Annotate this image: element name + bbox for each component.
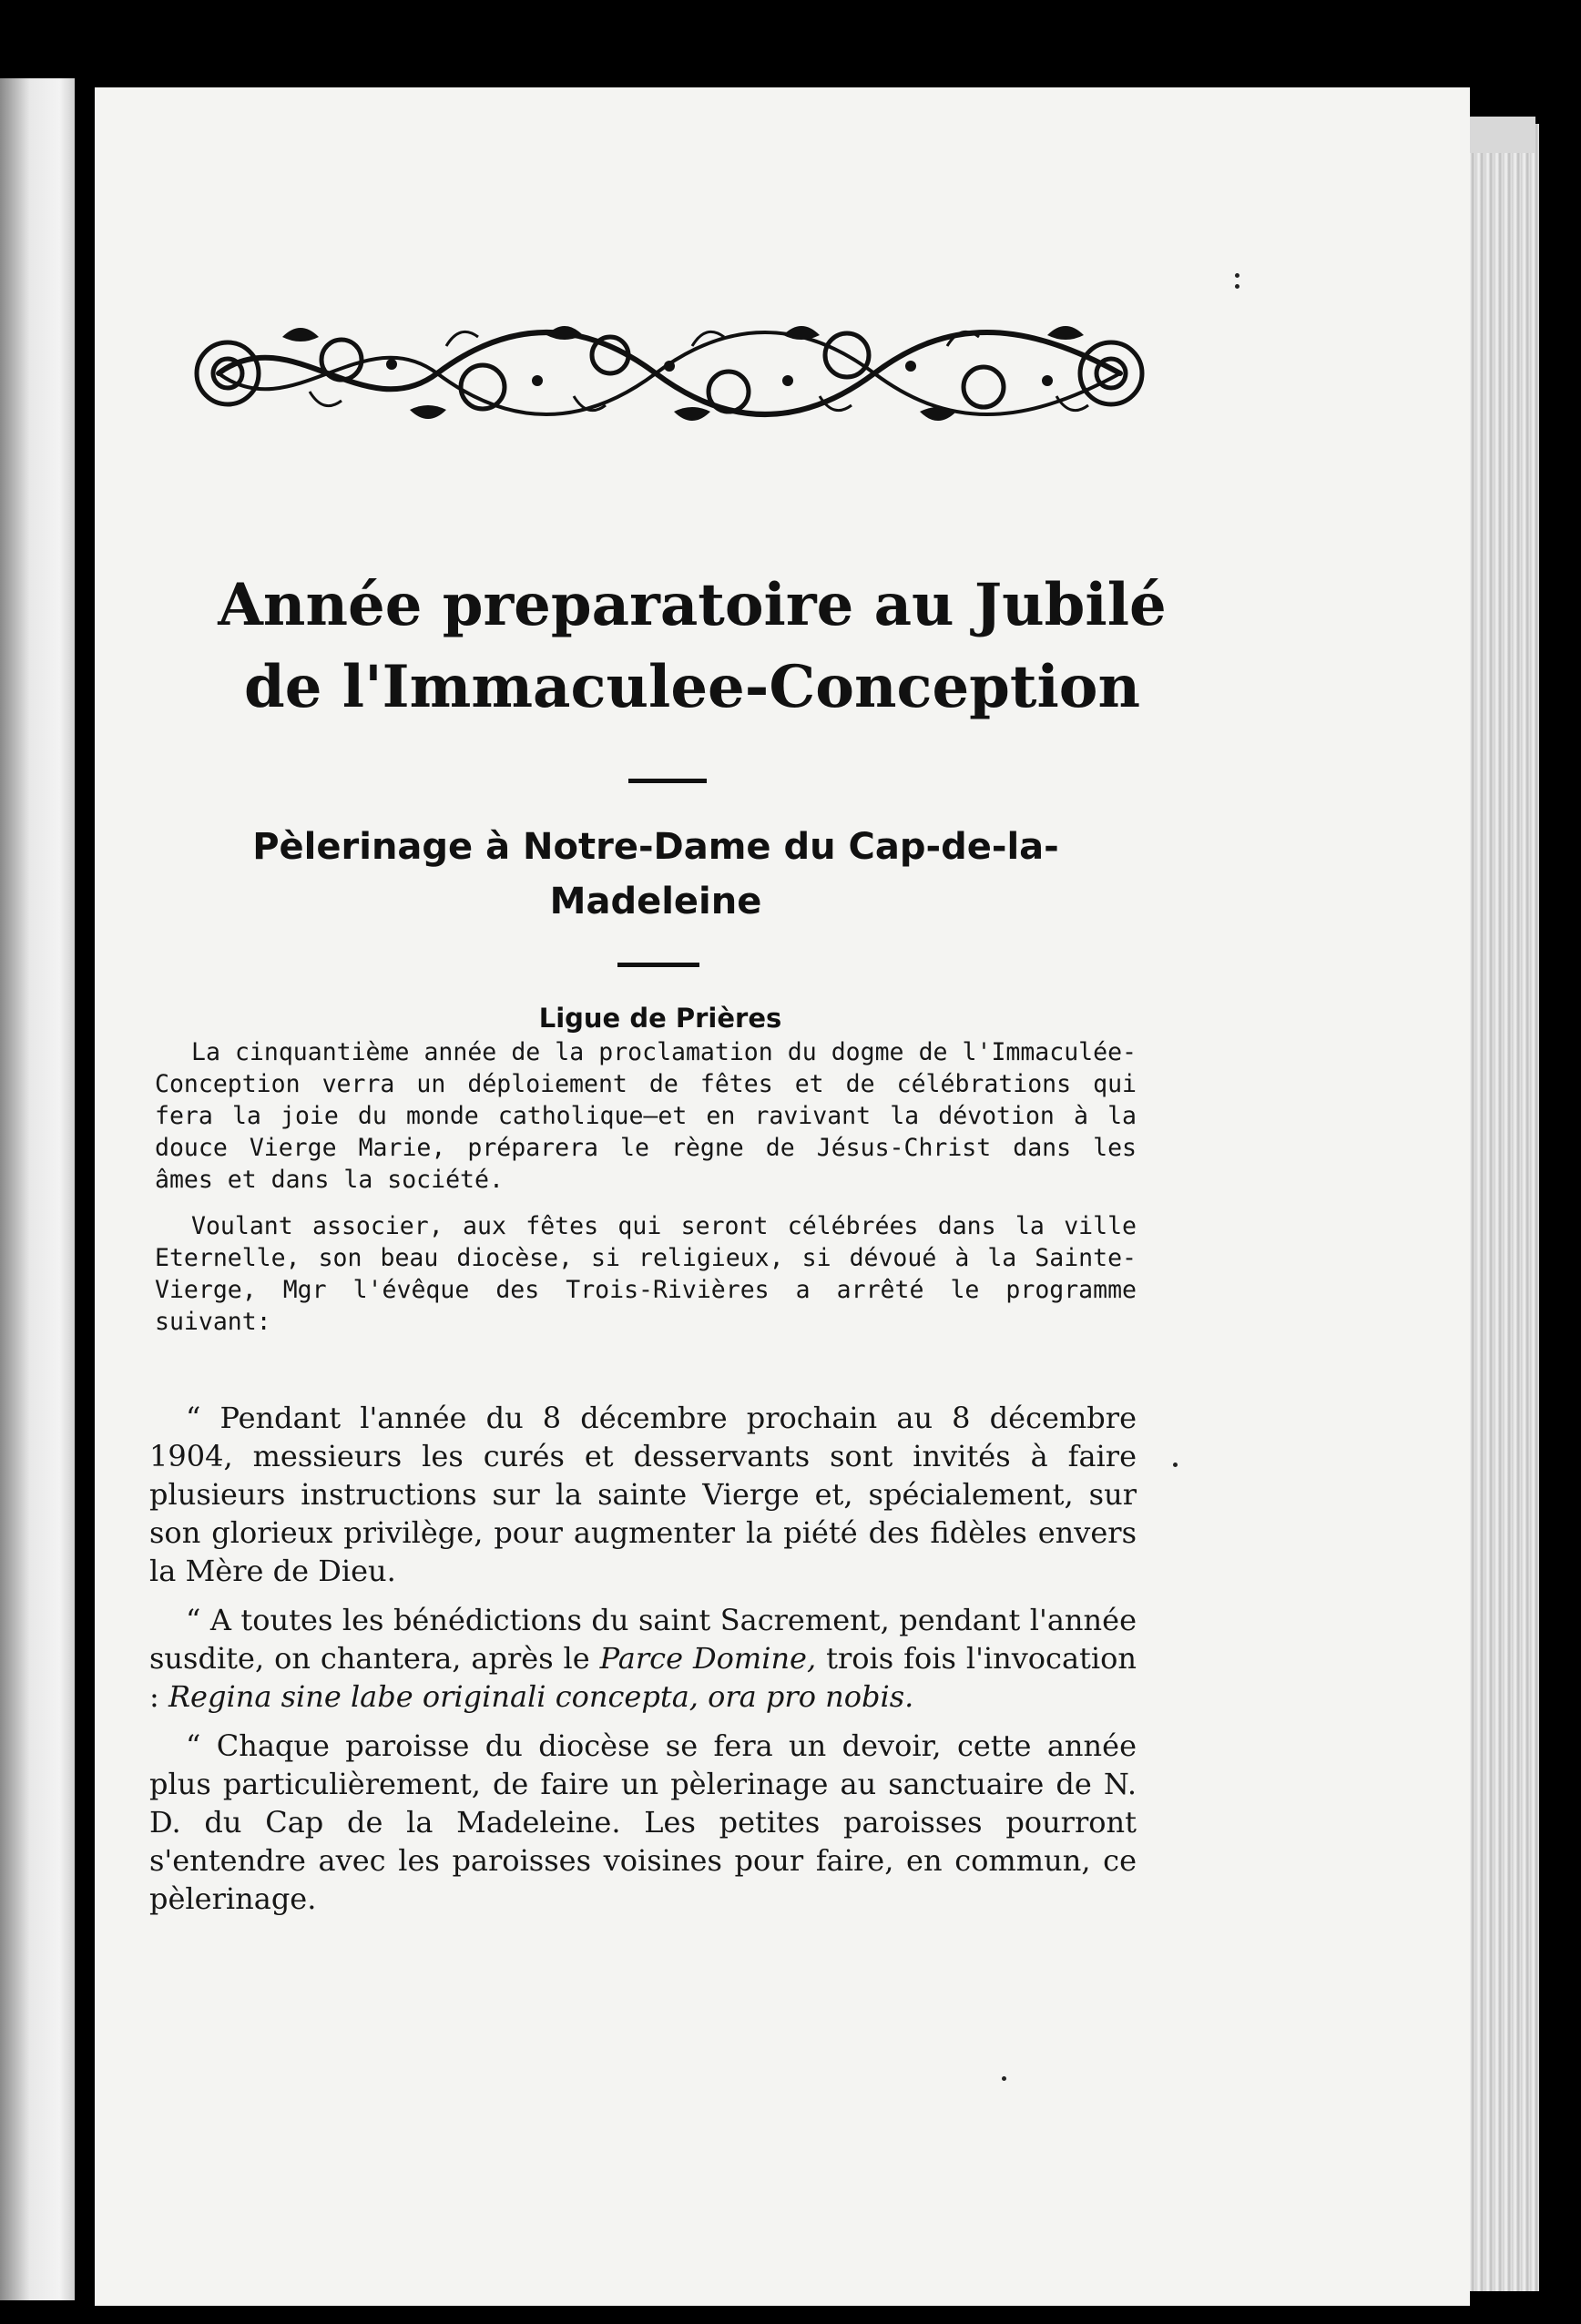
page-title (146, 565, 1239, 729)
body-text (149, 1399, 1137, 1918)
page-speck (1235, 273, 1239, 278)
subtitle-line-2: Madeleine (549, 881, 762, 922)
title-divider (628, 779, 707, 783)
intro-paragraph-2: Voulant associer, aux fêtes qui seront célébrées dans la ville Eternelle, son beau diocèse, si religieux, si dévoué à la Sainte-Vierge, Mgr l'évêque des Trois-Rivières a arrêté le programme suivant: (155, 1212, 1137, 1336)
quote-2-before: “ A toutes les bénédictions du saint Sacrement, pendant l'année susdite, on chantera, après le (149, 1603, 1137, 1676)
subtitle-divider (617, 963, 699, 967)
intro-text (155, 1036, 1137, 1338)
intro-paragraph-1: La cinquantième année de la proclamation du dogme de l'Immaculée-Conception verra un déploiement de fêtes et de célébrations qui fera la joie du monde catholique—et en ravivant la dévotion à la douce Vierge Marie, préparera le règne de Jésus-Christ dans les âmes et dans la société. (155, 1038, 1137, 1194)
page-speck (1002, 2076, 1006, 2081)
quote-paragraph-2 (149, 1601, 1137, 1716)
quote-paragraph-1: “ Pendant l'année du 8 décembre prochain au 8 décembre 1904, messieurs les curés et desservants sont invités à faire plusieurs instructions sur la sainte Vierge et, spécialement, sur son glorieux privilège, pour augmenter la piété des fidèles envers la Mère de Dieu. (149, 1401, 1137, 1588)
quote-2-middle: trois fois l'invocation : (149, 1641, 1137, 1714)
page-speck (1235, 284, 1239, 289)
quote-2-italic-2: Regina sine labe originali concepta, ora pro nobis. (168, 1679, 914, 1714)
page-stack-top (1466, 117, 1535, 153)
quote-paragraph-3: “ Chaque paroisse du diocèse se fera un devoir, cette année plus particulièrement, de faire un pèlerinage au sanctuaire de N. D. du Cap de la Madeleine. Les petites paroisses pourront s'entendre avec les paroisses voisines pour faire, en commun, ce pèlerinage. (149, 1728, 1137, 1916)
title-line-2: de l'Immaculee-Conception (244, 653, 1140, 721)
facing-page-edge (0, 78, 75, 2300)
quote-2-italic-1: Parce Domine, (599, 1641, 817, 1676)
subtitle-line-1: Pèlerinage à Notre-Dame du Cap-de-la- (252, 826, 1059, 868)
ornament-vine-icon (182, 310, 1157, 437)
page-subtitle (200, 820, 1111, 929)
page-speck (1173, 1463, 1178, 1467)
section-heading: Ligue de Prières (538, 1003, 782, 1034)
title-line-1: Année preparatoire au Jubilé (218, 571, 1167, 639)
